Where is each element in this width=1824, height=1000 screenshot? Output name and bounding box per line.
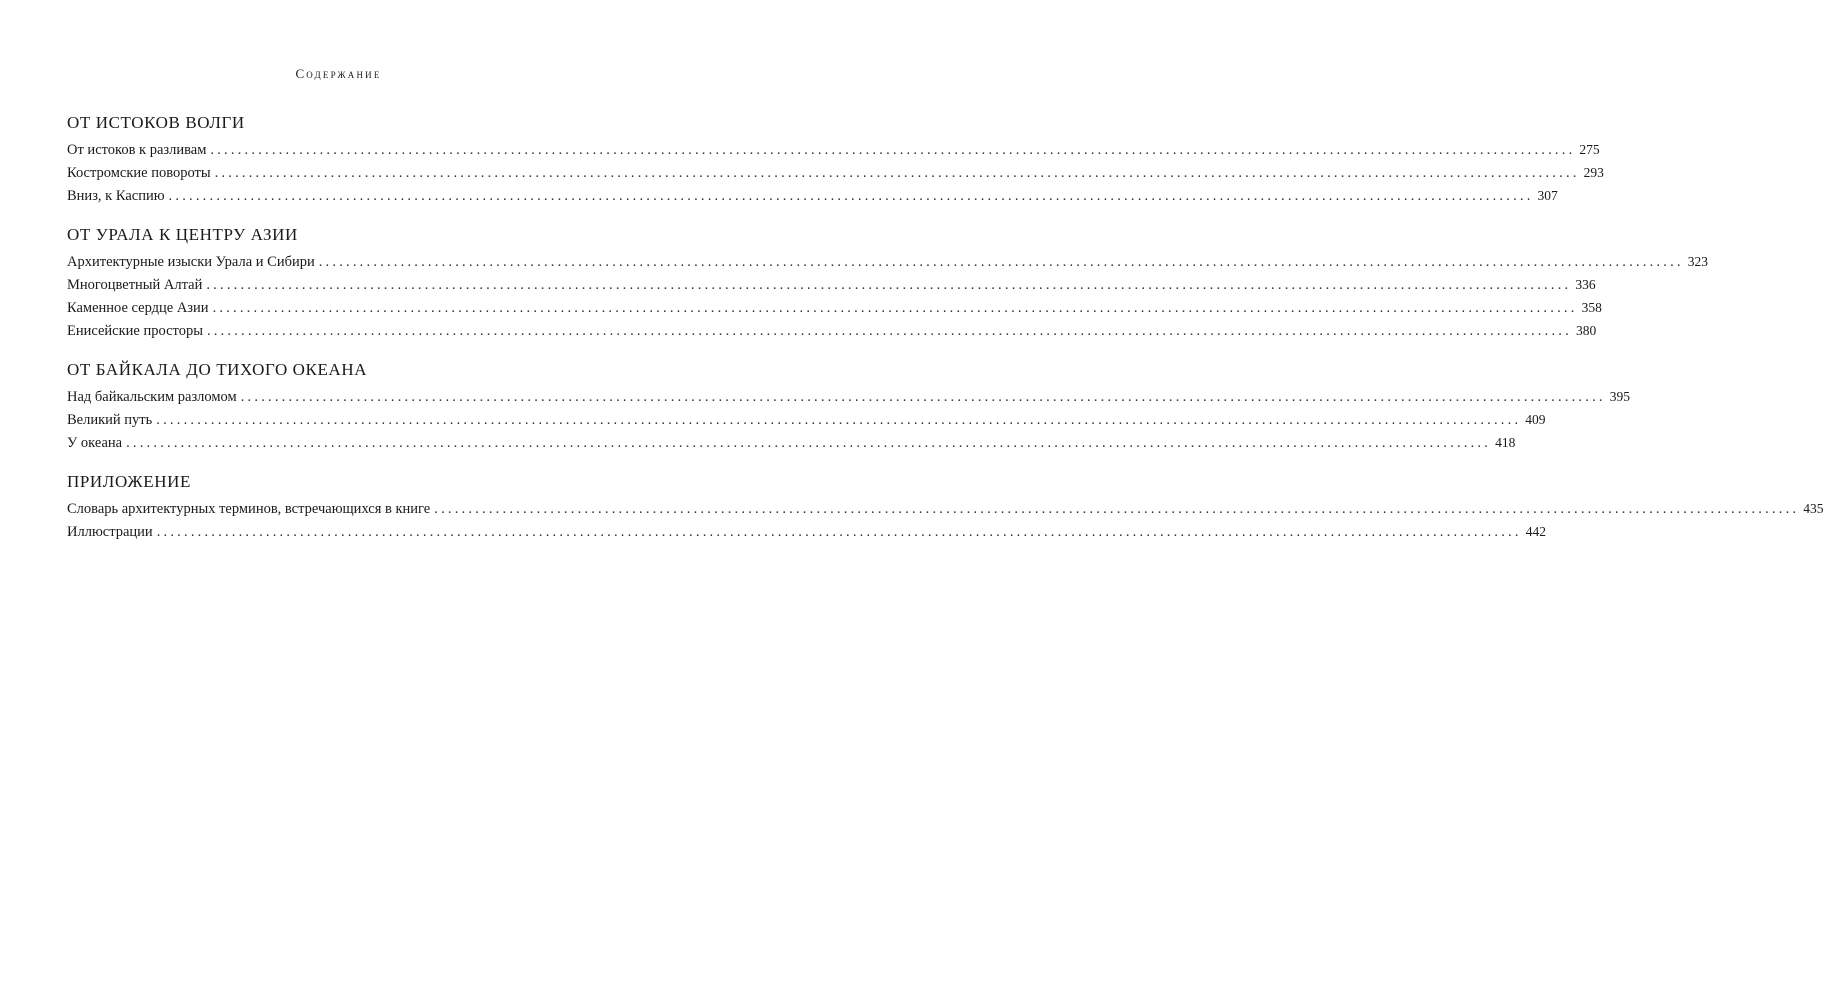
entry-page-number: 275 <box>1579 142 1600 157</box>
dot-leader: ........................................................................................................................................................................................................ <box>318 254 1684 270</box>
toc-entry[interactable] <box>67 431 1516 454</box>
section-title: ОТ БАЙКАЛА ДО ТИХОГО ОКЕАНА <box>67 360 368 379</box>
section-title: ОТ ИСТОКОВ ВОЛГИ <box>67 113 245 132</box>
entry-page-number: 293 <box>1583 165 1604 180</box>
dot-leader: ........................................................................................................................................................................................................ <box>210 142 1576 158</box>
dot-leader: ........................................................................................................................................................................................................ <box>156 412 1522 428</box>
section-title: ОТ УРАЛА К ЦЕНТРУ АЗИИ <box>67 225 298 244</box>
entry-page-number: 435 <box>1803 501 1824 516</box>
toc-entry[interactable] <box>67 408 1546 431</box>
toc-section <box>67 112 1604 207</box>
toc-entry[interactable] <box>67 138 1600 161</box>
entry-page-number: 336 <box>1575 277 1596 292</box>
entry-label: Вниз, к Каспию <box>67 188 165 204</box>
toc-section <box>67 359 1630 454</box>
dot-leader: ........................................................................................................................................................................................................ <box>156 524 1522 540</box>
toc-entry[interactable] <box>67 184 1558 207</box>
toc-entry[interactable] <box>67 273 1596 296</box>
dot-leader: ........................................................................................................................................................................................................ <box>168 188 1534 204</box>
entry-label: Иллюстрации <box>67 524 153 540</box>
dot-leader: ........................................................................................................................................................................................................ <box>214 165 1580 181</box>
entry-page-number: 418 <box>1495 435 1516 450</box>
entry-page-number: 409 <box>1525 412 1546 427</box>
entry-page-number: 442 <box>1525 524 1546 539</box>
entry-page-number: 358 <box>1581 300 1602 315</box>
entry-page-number: 323 <box>1687 254 1708 269</box>
toc-entry[interactable] <box>67 250 1708 273</box>
entry-page-number: 380 <box>1575 323 1597 338</box>
dot-leader: ........................................................................................................................................................................................................ <box>240 389 1606 405</box>
entry-page-number: 395 <box>1609 389 1630 404</box>
entry-label: Енисейские просторы <box>67 323 203 339</box>
entry-label: Словарь архитектурных терминов, встречающихся в книге <box>67 501 431 517</box>
entry-label: Костромские повороты <box>67 165 211 181</box>
entry-label: Каменное сердце Азии <box>67 300 209 316</box>
entry-label: Многоцветный Алтай <box>67 277 203 293</box>
toc-section <box>67 224 1708 342</box>
entry-page-number: 307 <box>1537 188 1558 203</box>
toc-entry[interactable] <box>67 497 1824 520</box>
toc-entry[interactable] <box>67 385 1630 408</box>
toc-entry[interactable] <box>67 296 1602 319</box>
toc-entry[interactable] <box>67 319 1597 342</box>
entry-label: Над байкальским разломом <box>67 389 237 405</box>
entry-label: Архитектурные изыски Урала и Сибири <box>67 254 315 270</box>
dot-leader: ........................................................................................................................................................................................................ <box>212 300 1578 316</box>
page-title: Содержание <box>295 66 382 81</box>
table-of-contents <box>67 112 1824 560</box>
entry-label: У океана <box>67 435 123 451</box>
entry-label: Великий путь <box>67 412 153 428</box>
section-title: ПРИЛОЖЕНИЕ <box>67 472 191 491</box>
entry-label: От истоков к разливам <box>67 142 207 158</box>
dot-leader: ........................................................................................................................................................................................................ <box>126 435 1492 451</box>
dot-leader: ........................................................................................................................................................................................................ <box>434 501 1800 517</box>
dot-leader: ........................................................................................................................................................................................................ <box>206 277 1572 293</box>
dot-leader: ........................................................................................................................................................................................................ <box>206 323 1572 339</box>
toc-section <box>67 471 1824 543</box>
toc-entry[interactable] <box>67 520 1546 543</box>
toc-entry[interactable] <box>67 161 1604 184</box>
